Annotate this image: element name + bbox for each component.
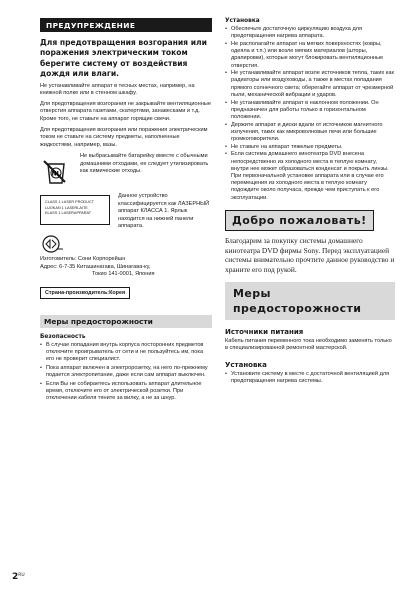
manufacturer-line: Токио 141-0001, Япония bbox=[92, 271, 155, 278]
battery-notice bbox=[40, 153, 212, 187]
install2-list bbox=[225, 371, 395, 385]
precautions-heading: Меры предосторожности bbox=[225, 282, 395, 320]
certification-mark-icon bbox=[40, 234, 212, 254]
list-item: • В случае попадания внутрь корпуса посторонних предметов отключите проигрыватель от сети и не пользуйтесь им, пока его не проверит специалист. bbox=[40, 342, 212, 364]
list-item: • Обеспечьте достаточную циркуляцию воздуха для предотвращения нагрева аппарата. bbox=[225, 26, 395, 40]
list-item: • Не устанавливайте аппарат возле источников тепла, таких как радиаторы или воздуховоды, а также в местах попадания прямого солнечного света; оберегайте аппарат от чрезмерной пыли, механической вибрации и ударов. bbox=[225, 70, 395, 99]
safety-subheading: Безопасность bbox=[40, 333, 86, 340]
welcome-text: Благодарим за покупку системы домашнего кинотеатра DVD фирмы Sony. Перед эксплуатацией системы внимательно прочтите данное руководство и храните его под рукой. bbox=[225, 236, 395, 274]
list-item: • Не ставьте на аппарат тяжелые предметы. bbox=[225, 144, 395, 151]
list-item: • Не располагайте аппарат на мягких поверхностях (ковры, одеяла и т.п.) или возле мягких материалов (шторы, драпировки), которые могут блокировать вентиляционные отверстия. bbox=[225, 41, 395, 70]
battery-disposal-icon bbox=[40, 153, 72, 187]
manufacturer-info bbox=[40, 256, 212, 278]
laser-label-line: CLASS 1 LASER PRODUCT bbox=[45, 200, 94, 205]
list-item: • Пока аппарат включен в электророзетку, на него по-прежнему подается электропитание, даже если сам аппарат выключен. bbox=[40, 365, 212, 380]
install-list bbox=[225, 26, 395, 202]
laser-notice bbox=[40, 193, 212, 230]
paragraph: Для предотвращения возгорания или поражения электрическим током не ставьте на систему предметы, наполненные жидкостями, например, вазы. bbox=[40, 126, 208, 148]
page-number bbox=[12, 572, 25, 582]
country-of-origin: Страна-производитель:Корея bbox=[40, 287, 130, 299]
list-item: • Не устанавливайте аппарат в наклонном положении. Он предназначен для работы только в горизонтальном положении. bbox=[225, 100, 395, 122]
install2-heading: Установка bbox=[225, 360, 267, 369]
warning-lead: Для предотвращения возгорания или поражения электрическим током берегите систему от воздействия дождя или влаги. bbox=[40, 38, 207, 79]
laser-label-line: KLASS 1 LASERAPPARAT bbox=[45, 211, 92, 216]
safety-heading: Меры предосторожности bbox=[40, 315, 212, 328]
manufacturer-line: Изготовитель: Сони Корпорейшн bbox=[40, 256, 126, 263]
left-column bbox=[40, 18, 212, 404]
list-item: • Если система домашнего кинотеатра DVD внесена непосредственно из холодного места в теплую комнату, внутри нее может образоваться конденсат и покрыть линзы. При первоначальной установке аппарата или в случае его перемещения из холодного места в теплую комнату подождите около получаса, прежде чем приступать к его эксплуатации. bbox=[225, 151, 395, 201]
install-heading: Установка bbox=[225, 18, 260, 24]
page-language: RU bbox=[18, 573, 25, 578]
laser-label bbox=[40, 195, 110, 225]
list-item: • Держите аппарат и диски вдали от источников магнитного излучения, таких как микроволновые печи или большие громкоговорители. bbox=[225, 122, 395, 144]
laser-label-line: LUOKAN 1 LASERLAITE bbox=[45, 205, 88, 210]
power-heading: Источники питания bbox=[225, 328, 304, 336]
warning-banner: ПРЕДУПРЕЖДЕНИЕ bbox=[40, 18, 212, 32]
paragraph: Для предотвращения возгорания не закрывайте вентиляционные отверстия аппарата газетами, скатертями, занавесками и т.д. Кроме того, не ставьте на аппарат горящие свечи. bbox=[40, 100, 211, 122]
battery-text: Не выбрасывайте батарейку вместе с обычными домашними отходами, ее следует утилизировать как химические отходы. bbox=[80, 153, 209, 175]
right-column bbox=[225, 18, 395, 386]
laser-text: Данное устройство классифицируется как ЛАЗЕРНЫЙ аппарат КЛАССА 1. Ярлык находится на нижней панели аппарата. bbox=[118, 193, 210, 229]
welcome-heading: Добро пожаловать! bbox=[225, 210, 374, 231]
paragraph: Не устанавливайте аппарат в тесных местах, например, на книжной полке или в стенном шкафу. bbox=[40, 82, 195, 97]
safety-list bbox=[40, 342, 212, 403]
manufacturer-line: Адрес: 6-7-35 Киташинагава, Шинагава-ку, bbox=[40, 263, 151, 270]
list-item: • Если Вы не собираетесь использовать аппарат длительное время, отключите его от электрической розетки. При отключении кабеля тяните за вилку, а не за шнур. bbox=[40, 381, 212, 403]
power-text: Кабель питания переменного тока необходимо заменять только в специализированной ремонтной мастерской. bbox=[225, 338, 392, 352]
page-number-value: 2 bbox=[12, 572, 19, 582]
list-item: • Установите систему в месте с достаточной вентиляцией для предотвращения нагрева системы. bbox=[225, 371, 395, 385]
battery-icon-label: NL bbox=[51, 170, 61, 178]
